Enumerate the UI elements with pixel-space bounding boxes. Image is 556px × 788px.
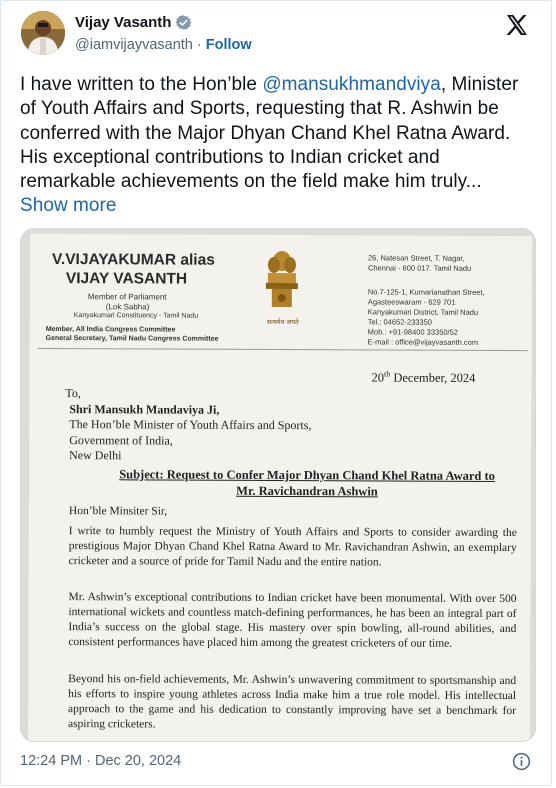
tweet-text-body: , Minister of Youth Affairs and Sports, requesting that R. Ashwin be conferred with the Major Dhyan Chand Khel Ratna Award. His exceptional contributions to Indian cricket and remarkable achievements on the field make him truly... bbox=[20, 74, 519, 193]
tweet-media-image[interactable] bbox=[20, 228, 536, 742]
sender-member: Member, All India Congress Committee bbox=[45, 325, 176, 334]
letterhead-divider bbox=[38, 348, 528, 351]
author-handle[interactable]: @iamvijayvasanth bbox=[75, 37, 193, 53]
address-chennai: 26, Natesan Street, T. Nagar, Chennai - 600 017. Tamil Nadu bbox=[367, 253, 472, 273]
letter-salutation: Hon’ble Minsiter Sir, bbox=[68, 505, 168, 518]
sender-constituency: Kanyakumari Constituency - Tamil Nadu bbox=[73, 312, 199, 320]
letter-paragraph-2: Mr. Ashwin’s exceptional contributions to Indian cricket have been monumental. With over 500 international wickets and countless match-defining performances, he has been an integral part of India’s success on the global stage. His mastery over spin bowling, all-round abilities, and consistent performances have placed him among the greatest cricketers of our time. bbox=[68, 591, 517, 650]
letter-paragraph-3: Beyond his on-field achievements, Mr. Ashwin’s unwavering commitment to sportsmanship and his efforts to inspire young athletes across India make him a true role model. His intellectual approach to the game and his dedication to constantly improving have set a benchmark for aspiring cricketers. bbox=[67, 673, 517, 731]
letter-subject: Subject: Request to Confer Major Dhyan Chand Khel Ratna Award to Mr. Ravichandran Ashwin bbox=[119, 467, 495, 499]
handle-separator: · bbox=[196, 37, 202, 53]
recipient-block: To, Shri Mansukh Mandaviya Ji, The Hon’ble Minister of Youth Affairs and Sports, Government of India, New Delhi bbox=[65, 386, 312, 463]
letter-date: 20th December, 2024 bbox=[371, 369, 476, 386]
tweet-text bbox=[20, 73, 530, 219]
info-icon[interactable] bbox=[512, 752, 531, 771]
mention-link[interactable]: @mansukhmandviya bbox=[262, 74, 441, 95]
x-logo-icon[interactable] bbox=[505, 13, 529, 37]
letter-document bbox=[28, 234, 532, 742]
sender-role: Member of Parliament bbox=[87, 292, 167, 302]
verified-badge-icon bbox=[175, 14, 192, 31]
letter-paragraph-1: I write to humbly request the Ministry of Youth Affairs and Sports to consider awarding the prestigious Major Dhyan Chand Khel Ratna Award to Mr. Ravichandran Ashwin, an exemplary cricketer and a source of pride for Tamil Nadu and the entire nation. bbox=[68, 525, 517, 569]
address-local: No.7-125-1, Kumarianathan Street, Agasteeswaram - 629 701 Kanyakumari District, Tamil Nadu Tel.: 04652-233350 Mob.: +91-98400 33350/52 E-mail : office@vijayvasanth.com bbox=[367, 287, 485, 347]
letterhead-name: V.VIJAYAKUMAR alias VIJAY VASANTH bbox=[51, 251, 215, 288]
follow-button[interactable]: Follow bbox=[205, 37, 252, 53]
national-emblem-icon bbox=[260, 247, 304, 311]
sender-house: (Lok Sabha) bbox=[105, 302, 150, 312]
show-more-link[interactable]: Show more bbox=[20, 195, 117, 217]
tweet-text-start: I have written to the Hon’ble bbox=[20, 74, 263, 95]
sender-general-secretary: General Secretary, Tamil Nadu Congress Committee bbox=[45, 334, 219, 343]
tweet-header bbox=[21, 11, 535, 59]
author-avatar[interactable] bbox=[21, 11, 65, 55]
emblem-motto: सत्यमेव जयते bbox=[266, 317, 299, 327]
tweet-timestamp[interactable]: 12:24 PM · Dec 20, 2024 bbox=[20, 753, 182, 769]
author-display-name[interactable]: Vijay Vasanth bbox=[75, 14, 172, 31]
